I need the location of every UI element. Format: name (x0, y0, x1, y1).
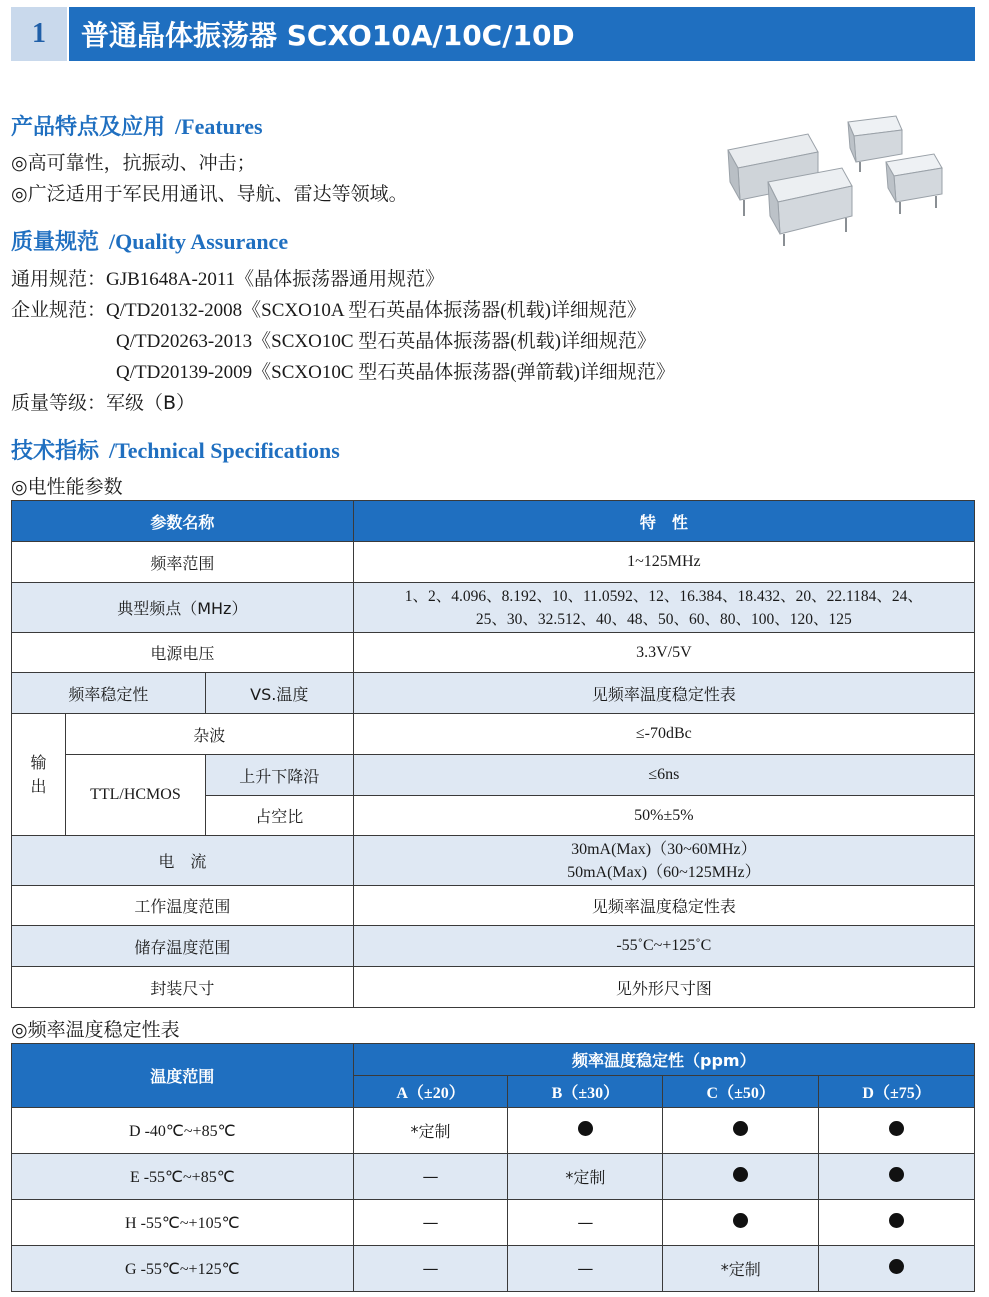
available-dot-cell (819, 1108, 975, 1154)
table-row (12, 1246, 975, 1292)
enterprise-spec-value: Q/TD20132-2008《SCXO10A 型石英晶体振荡器(机载)详细规范》 (106, 300, 646, 321)
table-row (12, 755, 975, 796)
features-heading (11, 110, 263, 141)
electrical-params-table (11, 500, 975, 1008)
table-header-stab: 频率温度稳定性（ppm） (353, 1044, 974, 1076)
enterprise-spec-label: 企业规范： (11, 299, 107, 321)
param-value: 50%±5% (353, 796, 974, 836)
available-dot-cell (819, 1200, 975, 1246)
table-row (12, 836, 975, 886)
table-row (12, 1200, 975, 1246)
param-value (353, 836, 974, 886)
table-row (12, 673, 975, 714)
crystal-oscillator-photo (720, 112, 965, 247)
typ-freq-line: 1、2、4.096、8.192、10、11.0592、12、16.384、18.432、20、22.1184、24、 (404, 587, 923, 605)
table-row (12, 926, 975, 967)
chapter-number: 1 (11, 7, 67, 61)
table-row (12, 714, 975, 755)
param-value: 见频率温度稳定性表 (353, 673, 974, 714)
table-row (12, 542, 975, 583)
param-name: 封装尺寸 (12, 967, 354, 1008)
unavailable-cell: — (353, 1246, 508, 1292)
param-value: 见外形尺寸图 (353, 967, 974, 1008)
current-line: 50mA(Max)（60~125MHz） (567, 863, 761, 881)
col-header-b: B（±30） (508, 1076, 663, 1108)
quality-grade-value: 军级（B） (106, 392, 196, 414)
stab-table-title: ◎频率温度稳定性表 (11, 1019, 180, 1041)
filled-circle-icon (889, 1121, 904, 1136)
feature-item: ◎广泛适用于军民用通讯、导航、雷达等领域。 (11, 183, 408, 205)
param-name: 上升下降沿 (205, 755, 353, 796)
temp-range: E -55℃~+85℃ (12, 1154, 354, 1200)
quality-heading (11, 225, 288, 256)
filled-circle-icon (889, 1213, 904, 1228)
param-value: ≤-70dBc (353, 714, 974, 755)
temp-range: G -55℃~+125℃ (12, 1246, 354, 1292)
param-name: 典型频点（MHz） (12, 583, 354, 633)
table-row (12, 1108, 975, 1154)
param-subname: VS.温度 (205, 673, 353, 714)
available-dot-cell (819, 1246, 975, 1292)
ttl-label: TTL/HCMOS (65, 755, 205, 836)
output-label: 输出 (12, 714, 66, 836)
unavailable-cell: — (508, 1200, 663, 1246)
param-name: 工作温度范围 (12, 886, 354, 926)
features-title-en: /Features (175, 114, 263, 139)
header-bar (11, 7, 975, 61)
param-name: 占空比 (205, 796, 353, 836)
col-header-c: C（±50） (663, 1076, 819, 1108)
param-name: 频率范围 (12, 542, 354, 583)
general-spec-label: 通用规范： (11, 268, 107, 290)
param-value: 见频率温度稳定性表 (353, 886, 974, 926)
enterprise-spec-value: Q/TD20263-2013《SCXO10C 型石英晶体振荡器(机载)详细规范》 (116, 331, 656, 352)
unavailable-cell: — (508, 1246, 663, 1292)
stability-table (11, 1043, 975, 1292)
custom-cell: *定制 (663, 1246, 819, 1292)
col-header-d: D（±75） (819, 1076, 975, 1108)
feature-item: ◎高可靠性，抗振动、冲击； (11, 152, 256, 174)
param-value (353, 583, 974, 633)
current-line: 30mA(Max)（30~60MHz） (571, 840, 757, 858)
available-dot-cell (663, 1154, 819, 1200)
available-dot-cell (819, 1154, 975, 1200)
table-row (12, 886, 975, 926)
elec-table-title: ◎电性能参数 (11, 476, 123, 498)
tech-title-en: /Technical Specifications (109, 438, 340, 463)
unavailable-cell: — (353, 1154, 508, 1200)
param-name: 杂波 (65, 714, 353, 755)
param-name: 频率稳定性 (12, 673, 206, 714)
filled-circle-icon (733, 1121, 748, 1136)
general-spec-line (11, 264, 444, 291)
custom-cell: *定制 (508, 1154, 663, 1200)
filled-circle-icon (578, 1121, 593, 1136)
table-row (12, 583, 975, 633)
quality-title-en: /Quality Assurance (109, 229, 289, 254)
features-title-cn: 产品特点及应用 (11, 115, 166, 140)
param-value: 1~125MHz (353, 542, 974, 583)
custom-cell: *定制 (353, 1108, 508, 1154)
filled-circle-icon (733, 1167, 748, 1182)
general-spec-value: GJB1648A-2011《晶体振荡器通用规范》 (106, 269, 445, 290)
tech-heading (11, 434, 340, 465)
filled-circle-icon (889, 1167, 904, 1182)
table-row (12, 633, 975, 673)
table-row (12, 967, 975, 1008)
filled-circle-icon (733, 1213, 748, 1228)
param-name: 电 流 (12, 836, 354, 886)
enterprise-spec-line (11, 295, 646, 322)
quality-title-cn: 质量规范 (11, 230, 100, 255)
page-title: 普通晶体振荡器 SCXO10A/10C/10D (69, 7, 975, 61)
table-header-temp: 温度范围 (12, 1044, 354, 1108)
temp-range: H -55℃~+105℃ (12, 1200, 354, 1246)
quality-grade-line (11, 388, 195, 415)
filled-circle-icon (889, 1259, 904, 1274)
available-dot-cell (663, 1200, 819, 1246)
typ-freq-line: 25、30、32.512、40、48、50、60、80、100、120、125 (475, 610, 852, 628)
enterprise-spec-value: Q/TD20139-2009《SCXO10C 型石英晶体振荡器(弹箭载)详细规范》 (116, 362, 675, 383)
param-value: ≤6ns (353, 755, 974, 796)
table-row (12, 1154, 975, 1200)
tech-title-cn: 技术指标 (11, 439, 100, 464)
available-dot-cell (508, 1108, 663, 1154)
param-value: 3.3V/5V (353, 633, 974, 673)
table-header-char: 特 性 (353, 501, 974, 542)
param-name: 电源电压 (12, 633, 354, 673)
param-value: -55˚C~+125˚C (353, 926, 974, 967)
unavailable-cell: — (353, 1200, 508, 1246)
temp-range: D -40℃~+85℃ (12, 1108, 354, 1154)
param-name: 储存温度范围 (12, 926, 354, 967)
quality-grade-label: 质量等级： (11, 392, 107, 414)
available-dot-cell (663, 1108, 819, 1154)
col-header-a: A（±20） (353, 1076, 508, 1108)
table-header-param: 参数名称 (12, 501, 354, 542)
